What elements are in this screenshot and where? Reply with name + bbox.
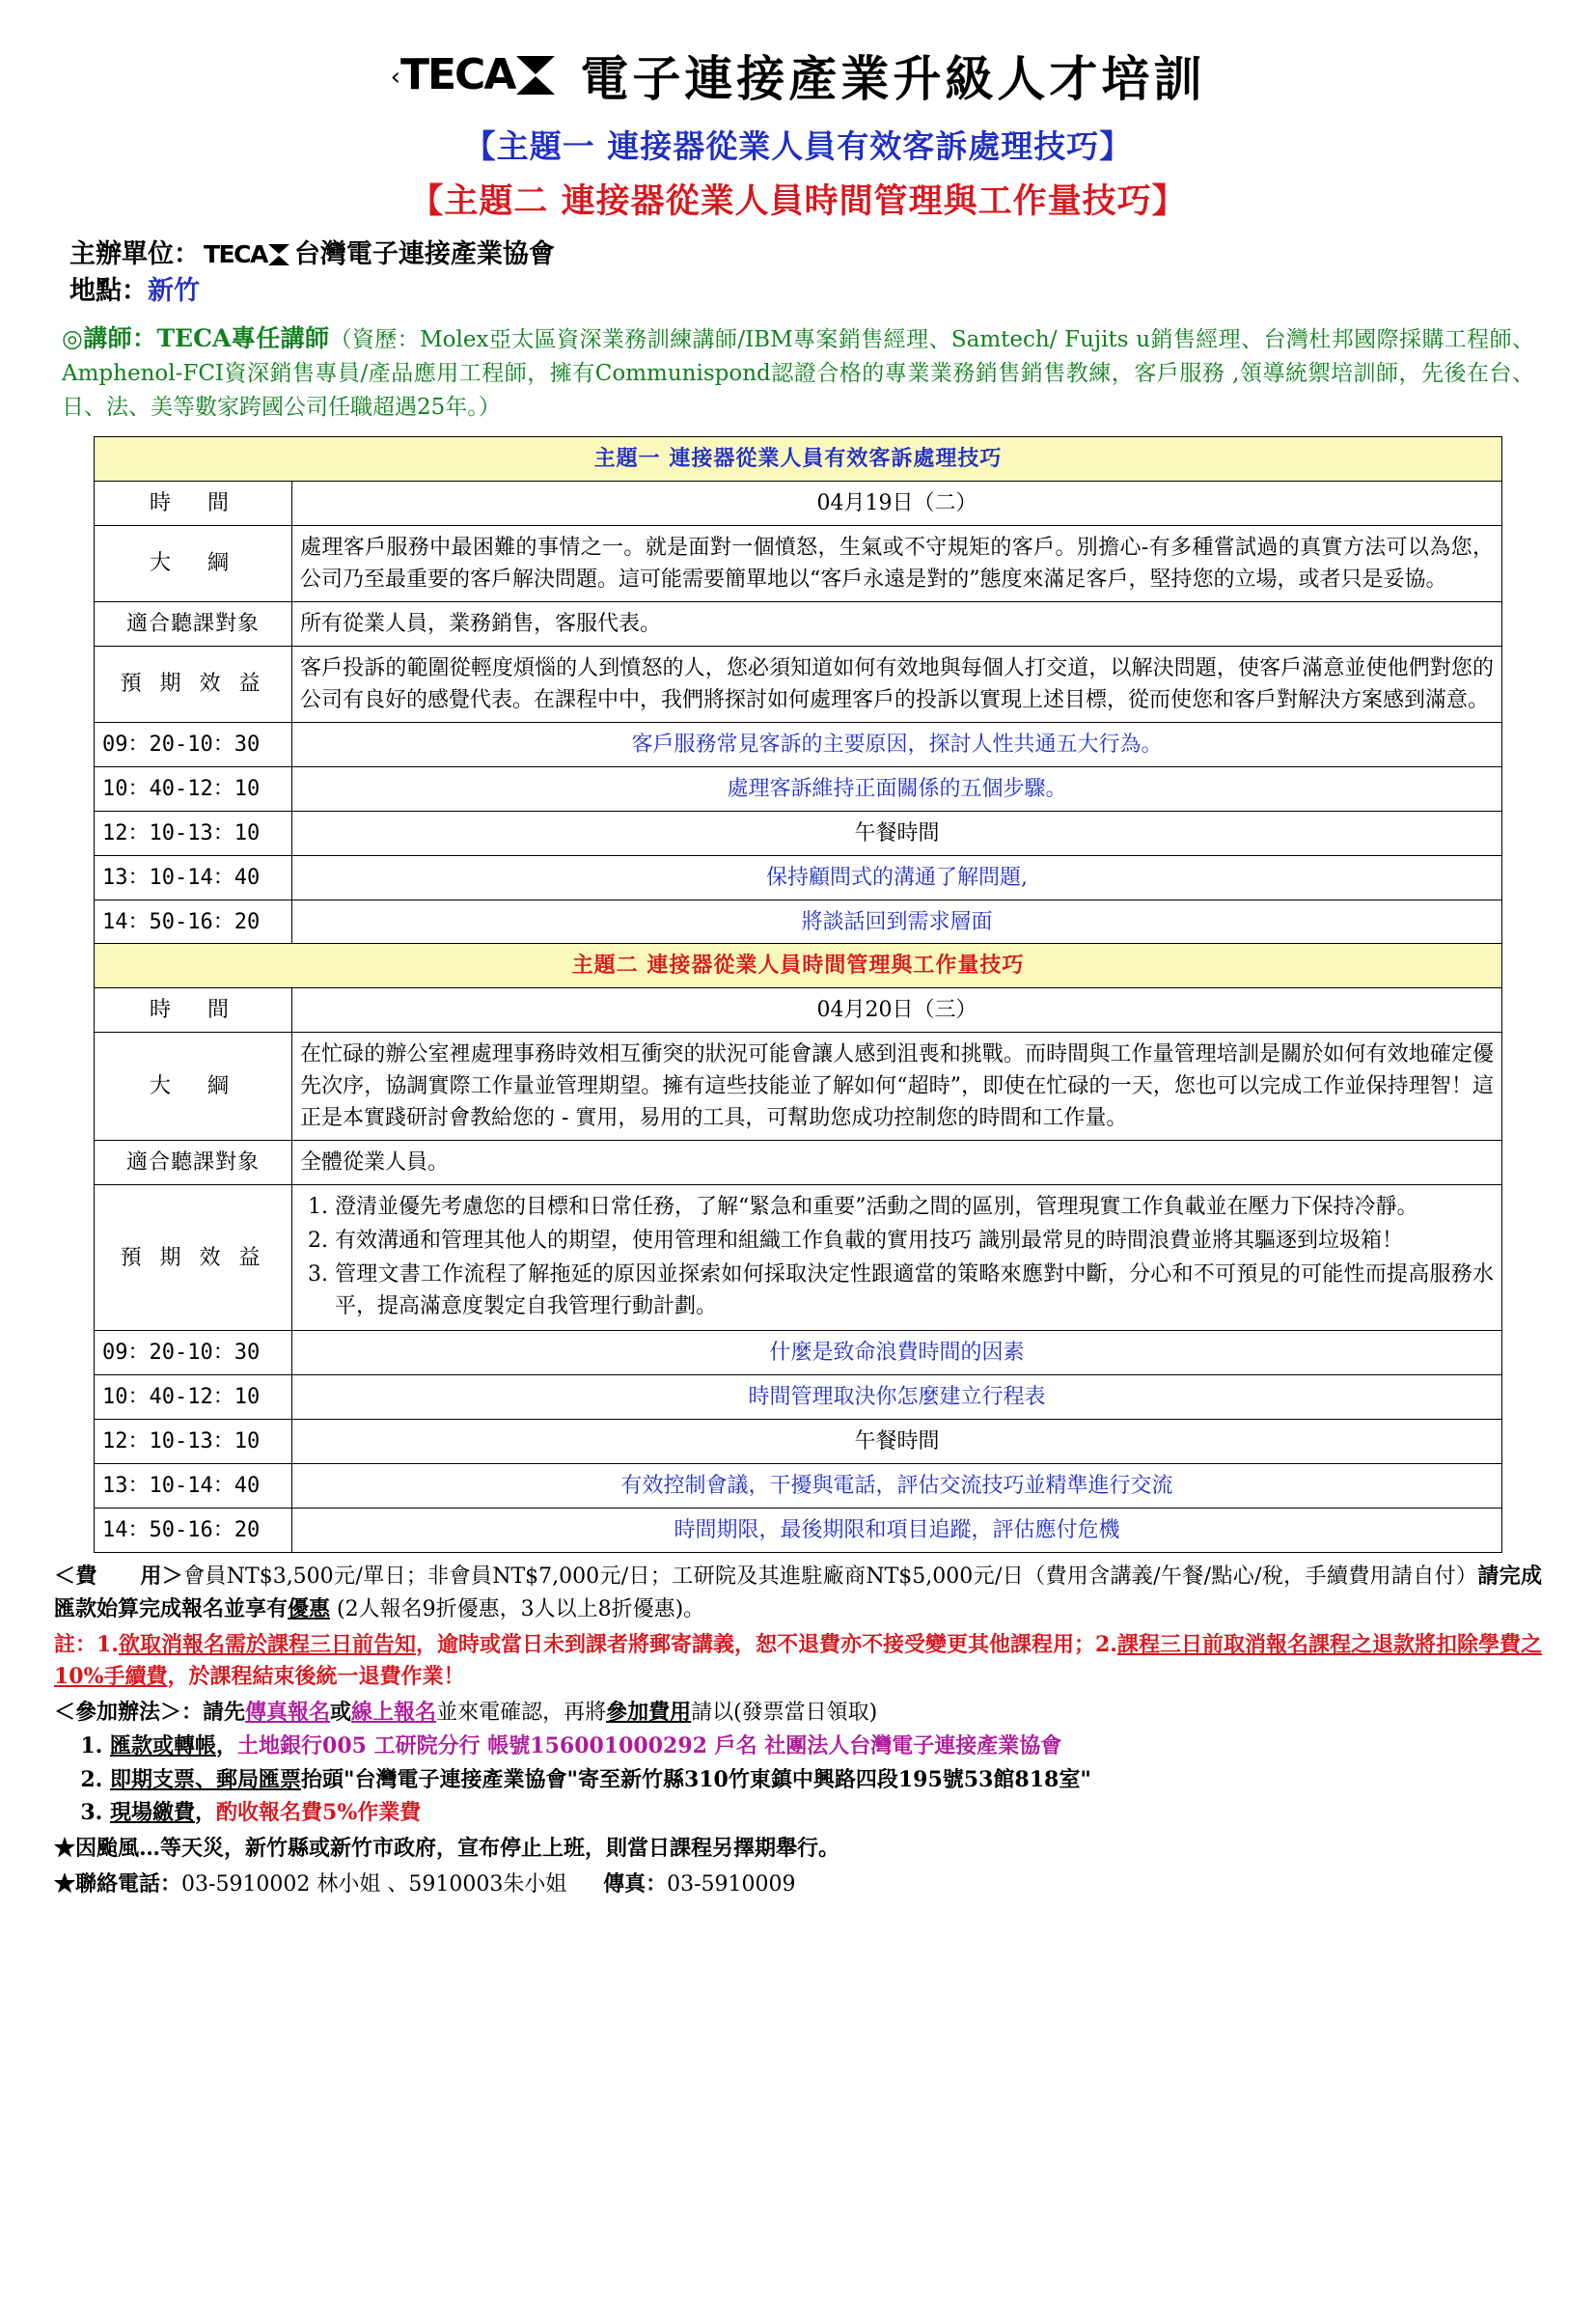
payment-option-detail: 土地銀行005 工研院分行 帳號156001000292 戶名 社團法人台灣電子連接產業協會 — [237, 1732, 1062, 1758]
schedule-table-topic-1 — [94, 436, 1502, 945]
session-row — [95, 1464, 1502, 1509]
note-2-rest: ，於課程結束後統一退費作業！ — [167, 1664, 465, 1690]
session-time: 09：20-10：30 — [95, 1331, 292, 1375]
topic-2-time-label: 時 間 — [95, 988, 292, 1033]
lecturer-block — [62, 320, 1534, 425]
table-row — [95, 481, 1502, 525]
topic-1-audience-label: 適合聽課對象 — [95, 601, 292, 646]
topic-1-sessions — [95, 722, 1502, 944]
fee-label: ＜費 用＞ — [54, 1564, 183, 1590]
payment-options-list — [54, 1731, 1542, 1830]
topic-1-date: 04月19日（二） — [292, 481, 1502, 525]
table-row — [95, 436, 1502, 481]
topic-1-outline-label: 大 綱 — [95, 525, 292, 601]
table-row — [95, 1185, 1502, 1331]
join-rest-1: 並來電確認，再將 — [436, 1701, 607, 1726]
session-time: 12：10-13：10 — [95, 811, 292, 855]
session-topic: 什麼是致命浪費時間的因素 — [292, 1331, 1502, 1375]
topic-1-banner: 主題一 連接器從業人員有效客訴處理技巧 — [95, 436, 1502, 481]
typhoon-notice: ★因颱風…等天災，新竹縣或新竹市政府，宣布停止上班，則當日課程另擇期舉行。 — [54, 1836, 840, 1862]
contact-value: 03-5910002 林小姐 、5910003朱小姐 — [181, 1871, 567, 1897]
online-registration-link[interactable]: 線上報名 — [351, 1700, 437, 1726]
topic-2-outline-label: 大 綱 — [95, 1033, 292, 1141]
location-line — [69, 273, 1596, 310]
session-topic: 將談話回到需求層面 — [292, 900, 1502, 944]
topic-1-benefit-label: 預 期 效 益 — [95, 646, 292, 722]
payment-option-separator: ， — [195, 1800, 217, 1826]
payment-option-title: 匯款或轉帳 — [110, 1732, 217, 1758]
session-time: 13：10-14：40 — [95, 855, 292, 900]
note-1-rest: ，逾時或當日未到課者將郵寄講義，恕不退費亦不接受變更其他課程用；2. — [415, 1632, 1117, 1658]
logo-angle-icon: ‹ — [390, 63, 399, 92]
fee-bold-note: 請完成匯款始算完成報名並享有 — [54, 1564, 1542, 1621]
session-row — [95, 766, 1502, 811]
teca-logo — [390, 50, 556, 99]
join-fee-word: 參加費用 — [606, 1700, 692, 1726]
benefit-item: 1. 澄清並優先考慮您的目標和日常任務，了解“緊急和重要”活動之間的區別，管理現實工作負載並在壓力下保持冷靜。 — [335, 1191, 1494, 1223]
subtitle-topic-1: 【主題一 連接器從業人員有效客訴處理技巧】 — [463, 127, 1133, 165]
bowtie-icon — [516, 56, 555, 95]
session-row — [95, 722, 1502, 766]
registration-method-line — [54, 1697, 1542, 1730]
session-time: 14：50-16：20 — [95, 900, 292, 944]
table-row — [95, 1141, 1502, 1185]
table-row — [95, 601, 1502, 646]
session-topic: 午餐時間 — [292, 811, 1502, 855]
fax-value: 03-5910009 — [667, 1871, 796, 1897]
subtitle-topic-2: 【主題二 連接器從業人員時間管理與工作量技巧】 — [409, 181, 1187, 221]
location-value: 新竹 — [148, 276, 200, 307]
location-label: 地點： — [69, 276, 148, 307]
header-title-row — [0, 41, 1596, 110]
note-1-underlined: 欲取消報名需於課程三日前告知 — [118, 1632, 416, 1658]
session-time: 14：50-16：20 — [95, 1509, 292, 1553]
table-row — [95, 988, 1502, 1033]
topic-1-benefit-text: 客戶投訴的範圍從輕度煩惱的人到憤怒的人，您必須知道如何有效地與每個人打交道，以解決問題，使客戶滿意並使他們對您的公司有良好的感覺代表。在課程中中，我們將探討如何處理客戶的投訴以實現上述目標，從而使您和客戶對解決方案感到滿意。 — [292, 646, 1502, 722]
session-row — [95, 1420, 1502, 1464]
contact-line — [54, 1869, 1542, 1901]
contact-label: ★聯絡電話： — [54, 1870, 182, 1897]
lecturer-label: ◎講師：TECA專任講師 — [62, 323, 330, 352]
topic-1-outline-text: 處理客戶服務中最困難的事情之一。就是面對一個憤怒，生氣或不守規矩的客戶。別擔心-有多種嘗試過的真實方法可以為您，公司乃至最重要的客戶解決問題。這可能需要簡單地以“客戶永遠是對的”態度來滿足客戶，堅持您的立場，或者只是妥協。 — [292, 525, 1502, 601]
teca-logo-small: TECA — [204, 237, 289, 272]
info-block — [69, 236, 1596, 311]
page-title: 電子連接產業升級人才培訓 — [580, 50, 1206, 107]
session-row — [95, 900, 1502, 944]
payment-option-detail: 酌收報名費5%作業費 — [216, 1800, 422, 1826]
table-row — [95, 646, 1502, 722]
topic-2-benefit-list — [300, 1191, 1494, 1322]
session-row — [95, 855, 1502, 900]
topic-2-date: 04月20日（三） — [292, 988, 1502, 1033]
session-time: 13：10-14：40 — [95, 1464, 292, 1509]
session-topic: 客戶服務常見客訴的主要原因，探討人性共通五大行為。 — [292, 722, 1502, 766]
schedule-table-topic-2 — [94, 943, 1502, 1553]
fax-registration-link[interactable]: 傳真報名 — [245, 1700, 331, 1726]
organizer-line — [69, 236, 1596, 273]
fee-text: 會員NT$3,500元/單日；非會員NT$7,000元/日；工研院及其進駐廠商NT$5,000元/日（費用含講義/午餐/點心/稅，手續費用請自付） — [182, 1564, 1478, 1590]
benefit-item: 2. 有效溝通和管理其他人的期望，使用管理和組織工作負載的實用技巧 識別最常見的時間浪費並將其驅逐到垃圾箱！ — [335, 1225, 1494, 1257]
note-prefix: 註：1. — [54, 1632, 119, 1658]
benefit-item: 3. 管理文書工作流程了解拖延的原因並探索如何採取決定性跟適當的策略來應對中斷，分心和不可預見的可能性而提高服務水平，提高滿意度製定自我管理行動計劃。 — [335, 1259, 1494, 1322]
session-row — [95, 1375, 1502, 1420]
fax-label: 傳真： — [603, 1870, 668, 1897]
session-topic: 保持顧問式的溝通了解問題, — [292, 855, 1502, 900]
payment-option-detail: 抬頭"台灣電子連接產業協會"寄至新竹縣310竹東鎮中興路四段195號53館818室" — [301, 1766, 1091, 1792]
table-row — [95, 525, 1502, 601]
topic-2-audience-text: 全體從業人員。 — [292, 1141, 1502, 1185]
topic-2-benefit-list-cell — [292, 1185, 1502, 1331]
session-row — [95, 811, 1502, 855]
session-time: 09：20-10：30 — [95, 722, 292, 766]
session-time: 12：10-13：10 — [95, 1420, 292, 1464]
session-topic: 時間管理取決你怎麼建立行程表 — [292, 1375, 1502, 1420]
payment-option — [110, 1798, 1542, 1829]
logo-wordmark: TECA — [399, 50, 515, 99]
session-topic: 有效控制會議，干擾與電話，評估交流技巧並精準進行交流 — [292, 1464, 1502, 1509]
cancellation-note — [54, 1629, 1542, 1693]
session-topic: 時間期限，最後期限和項目追蹤，評估應付危機 — [292, 1509, 1502, 1553]
table-row — [95, 1033, 1502, 1141]
join-mid: 或 — [330, 1700, 352, 1726]
note-2-underlined: 課程三日前取消報名課程之退款將扣除學費之10%手續費 — [54, 1632, 1542, 1690]
fee-paren-note: (2人報名9折優惠，3人以上8折優惠)。 — [337, 1596, 705, 1621]
payment-option — [110, 1765, 1542, 1796]
fee-discount-word: 優惠 — [288, 1595, 331, 1621]
session-row — [95, 1331, 1502, 1375]
topic-1-time-label: 時 間 — [95, 481, 292, 525]
session-topic: 午餐時間 — [292, 1420, 1502, 1464]
organizer-name: 台灣電子連接產業協會 — [293, 239, 555, 269]
payment-option-separator: ， — [216, 1732, 238, 1758]
bowtie-icon-small — [268, 244, 289, 265]
payment-option — [110, 1731, 1542, 1762]
topic-2-audience-label: 適合聽課對象 — [95, 1141, 292, 1185]
topic-2-benefit-label: 預 期 效 益 — [95, 1185, 292, 1331]
topic-2-sessions — [95, 1331, 1502, 1553]
session-row — [95, 1509, 1502, 1553]
lecturer-detail: （資歷：Molex亞太區資深業務訓練講師/IBM專案銷售經理、Samtech/ Fujits u銷售經理、台灣杜邦國際採購工程師、Amphenol-FCI資深銷售專員/產品應用工程師，擁有Communispond認證合格的專業業務銷售銷售教練，客戶服務 ,領導統禦培訓師，先後在台、日、法、美等數家跨國公司任職超遇25年。） — [62, 326, 1534, 420]
table-row — [95, 944, 1502, 988]
topic-2-banner: 主題二 連接器從業人員時間管理與工作量技巧 — [95, 944, 1502, 988]
join-label: ＜參加辦法＞：請先 — [54, 1700, 246, 1726]
organizer-label: 主辦單位： — [69, 239, 200, 269]
flyer-page — [0, 41, 1596, 2298]
payment-option-title: 現場繳費 — [110, 1800, 196, 1826]
session-time: 10：40-12：10 — [95, 766, 292, 811]
payment-option-title: 即期支票、郵局匯票 — [110, 1766, 302, 1792]
join-rest-2: 請以(發票當日領取) — [691, 1701, 878, 1726]
topic-1-audience-text: 所有從業人員，業務銷售，客服代表。 — [292, 601, 1502, 646]
session-topic: 處理客訴維持正面關係的五個步驟。 — [292, 766, 1502, 811]
fee-line — [54, 1561, 1542, 1625]
footer-notes — [54, 1561, 1542, 1900]
session-time: 10：40-12：10 — [95, 1375, 292, 1420]
topic-2-outline-text: 在忙碌的辦公室裡處理事務時效相互衝突的狀況可能會讓人感到沮喪和挑戰。而時間與工作量管理培訓是關於如何有效地確定優先次序，協調實際工作量並管理期望。擁有這些技能並了解如何“超時”，即使在忙碌的一天，您也可以完成工作並保持理智！這正是本實踐研討會教給您的 - 實用，易用的工具，可幫助您成功控制您的時間和工作量。 — [292, 1033, 1502, 1141]
